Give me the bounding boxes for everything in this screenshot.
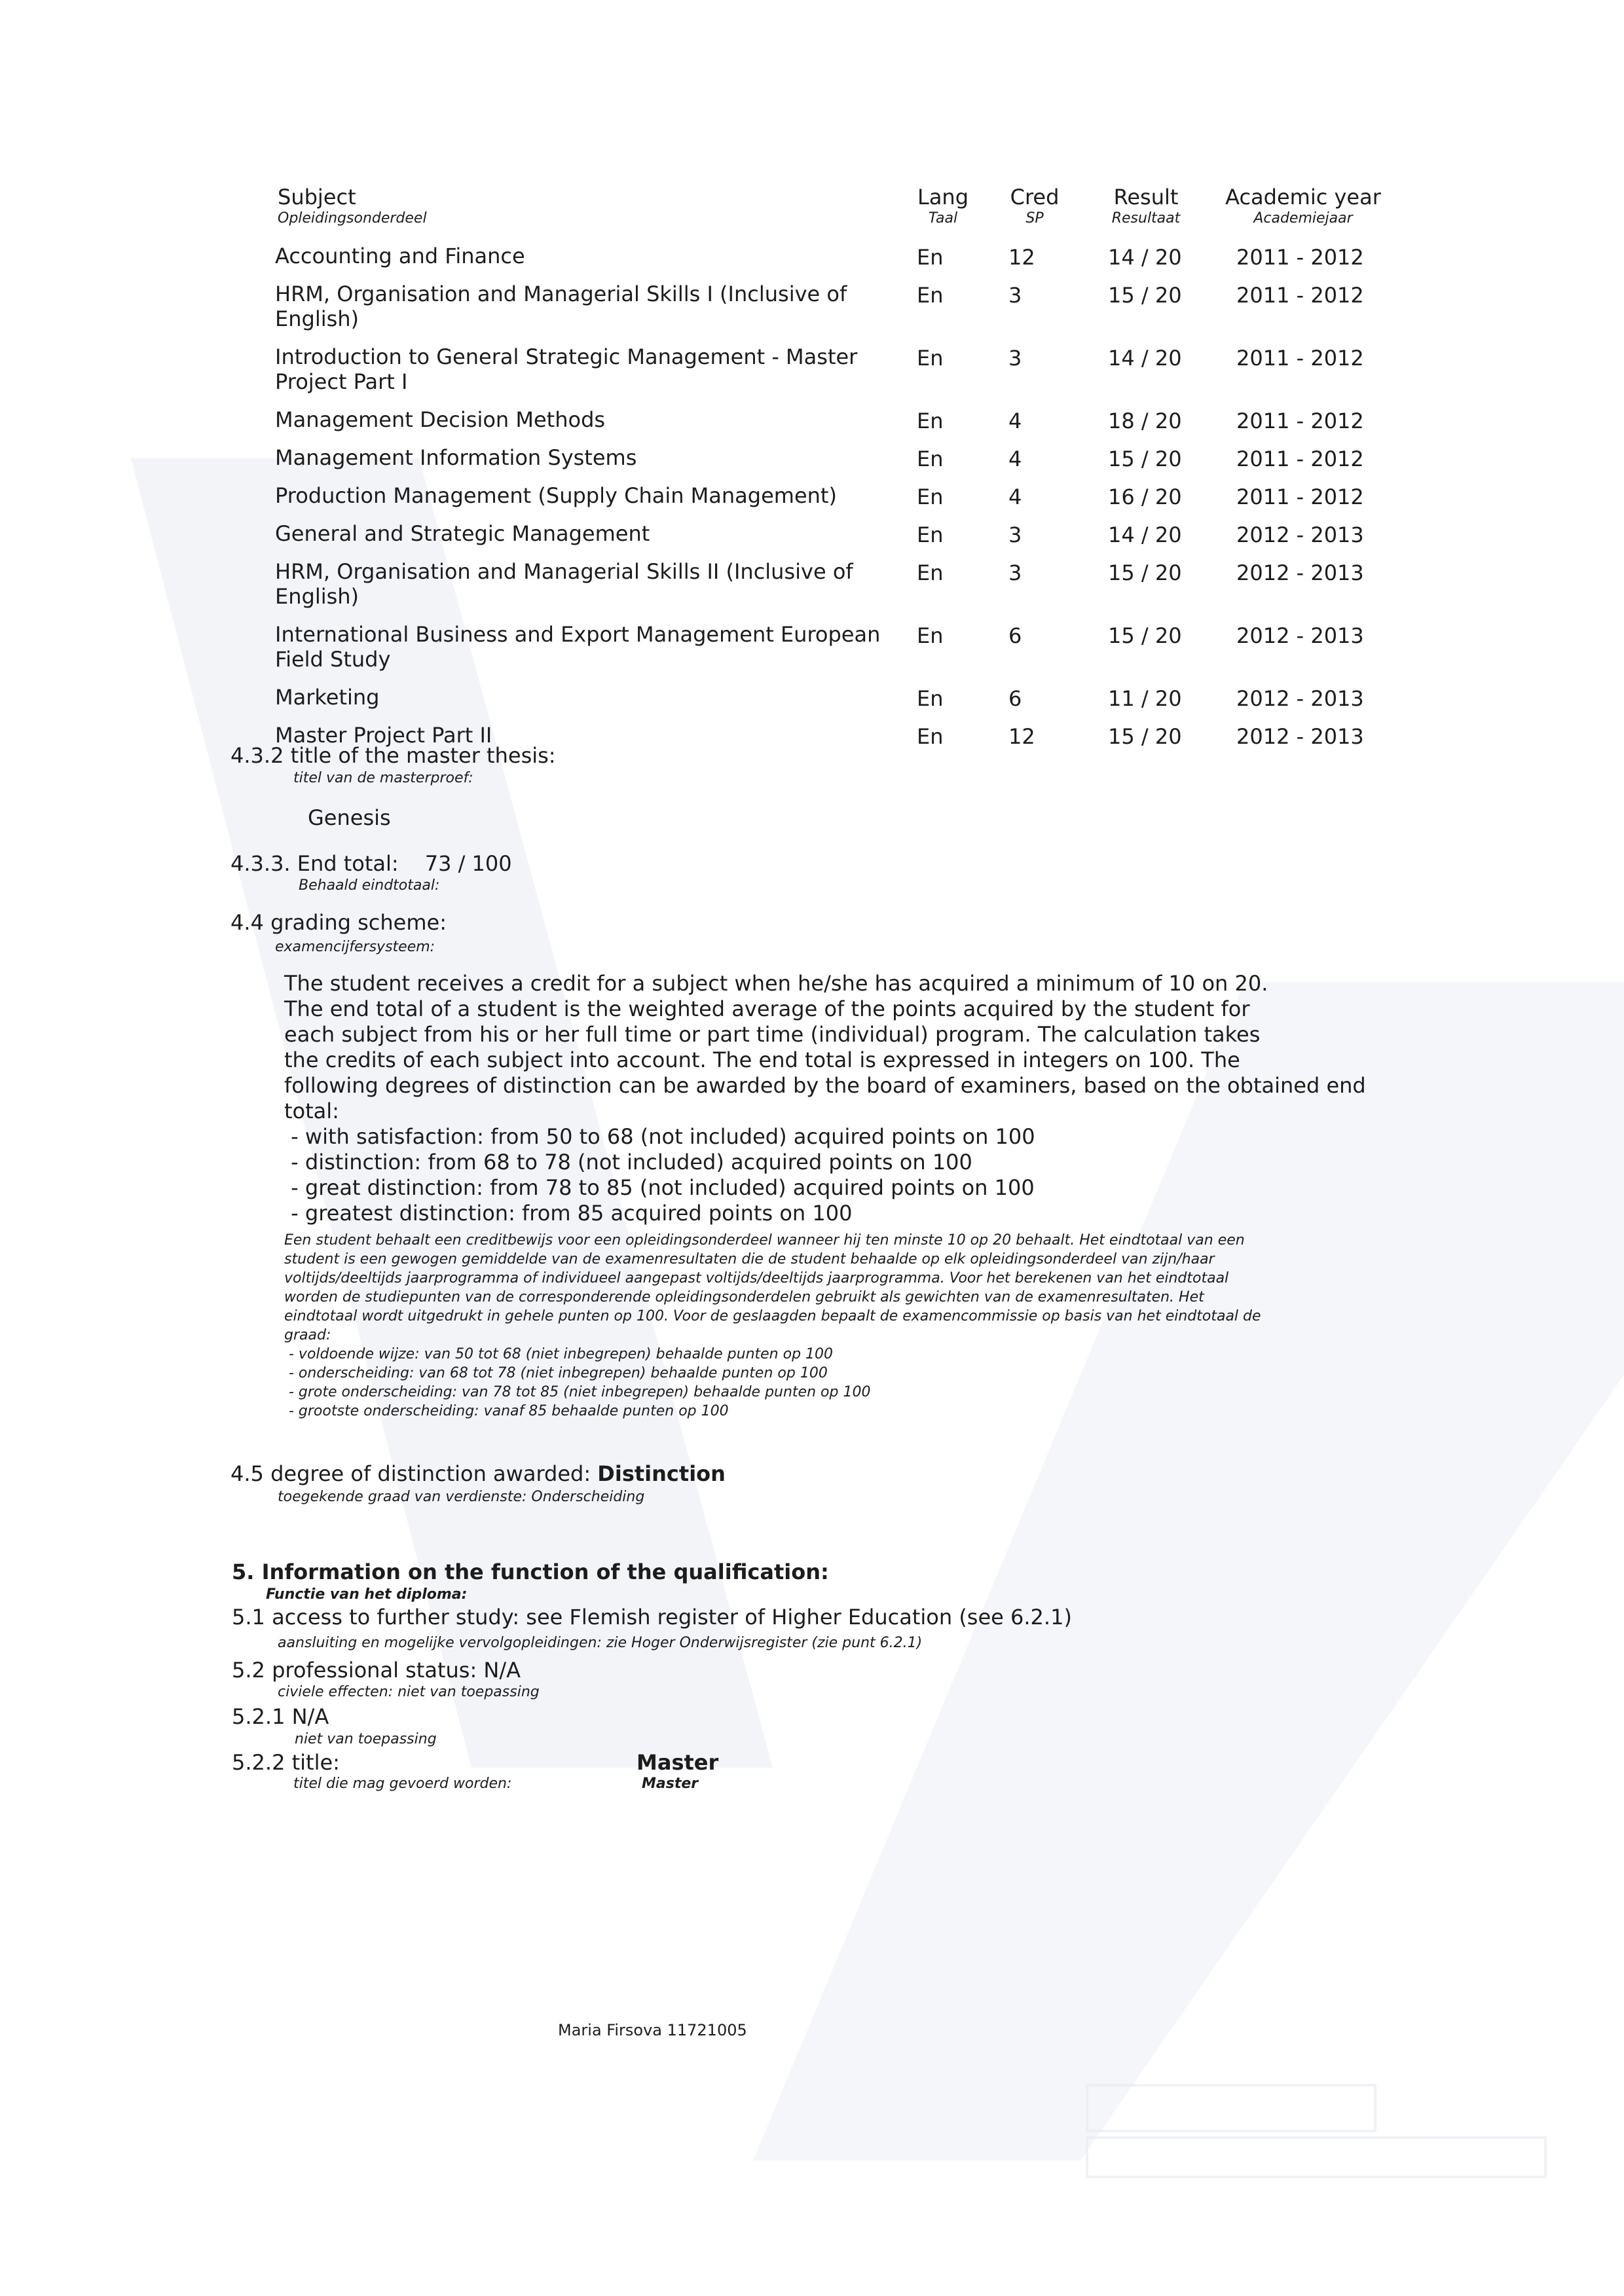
subject-year: 2012 - 2013 [1236, 686, 1364, 711]
subject-lang: En [917, 623, 944, 648]
grading-line-nl: worden de studiepunten van de corresponderende opleidingsonderdelen gebruikt als gewichten van de examenresultaten. Het [284, 1289, 1204, 1305]
access-further-study-nl: aansluiting en mogelijke vervolgopleidingen: zie Hoger Onderwijsregister (zie punt 6.2.1) [278, 1635, 923, 1651]
na-item-nl: niet van toepassing [295, 1731, 437, 1747]
subject-result: 15 / 20 [1108, 446, 1182, 471]
student-name-id: Maria Firsova 11721005 [558, 2021, 747, 2039]
subject-cred: 4 [1008, 446, 1022, 471]
grading-scheme-dutch [284, 1231, 1437, 1421]
header-result: Result Resultaat [1111, 185, 1181, 227]
grading-line: the credits of each subject into account. The end total is expressed in integers on 100. The [284, 1048, 1240, 1072]
subject-cred: 4 [1008, 484, 1022, 509]
subject-name: Production Management (Supply Chain Management) [275, 483, 837, 508]
subject-lang: En [917, 522, 944, 547]
distinction-level-item: - distinction: from 68 to 78 (not included) acquired points on 100 [284, 1150, 972, 1175]
grading-line: The end total of a student is the weighted average of the points acquired by the student for [284, 996, 1250, 1021]
end-total-value: 73 / 100 [424, 851, 512, 876]
distinction-level-item-nl: - voldoende wijze: van 50 tot 68 (niet inbegrepen) behaalde punten op 100 [284, 1346, 834, 1362]
title-value: Master [637, 1750, 719, 1775]
subject-name: General and Strategic Management [275, 521, 650, 546]
grading-line: The student receives a credit for a subject when he/she has acquired a minimum of 10 on 20. [284, 971, 1268, 996]
subject-name: Accounting and Finance [275, 244, 525, 268]
subject-name: HRM, Organisation and Managerial Skills I (Inclusive of English) [275, 282, 847, 331]
section-5-title: 5. Information on the function of the qualification: [232, 1559, 829, 1584]
subject-result: 11 / 20 [1108, 686, 1182, 711]
subject-cred: 3 [1008, 283, 1022, 308]
distinction-level-item: - greatest distinction: from 85 acquired points on 100 [284, 1201, 853, 1226]
subject-year: 2011 - 2012 [1236, 484, 1364, 509]
distinction-level-item: - with satisfaction: from 50 to 68 (not included) acquired points on 100 [284, 1124, 1035, 1149]
subject-name: Master Project Part II [275, 723, 492, 748]
subject-lang: En [917, 560, 944, 585]
table-row [0, 344, 1624, 394]
professional-status-nl: civiele effecten: niet van toepassing [278, 1684, 540, 1700]
subject-cred: 6 [1008, 686, 1022, 711]
section-5-title-nl: Functie van het diploma: [266, 1586, 468, 1603]
subject-lang: En [917, 446, 944, 471]
subject-cred: 4 [1008, 409, 1022, 433]
thesis-title: Genesis [308, 805, 391, 830]
subject-year: 2012 - 2013 [1236, 560, 1364, 585]
access-further-study: 5.1 access to further study: see Flemish register of Higher Education (see 6.2.1) [232, 1605, 1072, 1630]
grading-line: following degrees of distinction can be awarded by the board of examiners, based on the obtained end [284, 1073, 1366, 1098]
subject-cred: 3 [1008, 346, 1022, 371]
subject-lang: En [917, 484, 944, 509]
distinction-row [231, 1461, 726, 1486]
distinction-level-item-nl: - grote onderscheiding: van 78 tot 85 (niet inbegrepen) behaalde punten op 100 [284, 1384, 871, 1400]
grading-line-nl: Een student behaalt een creditbewijs voor een opleidingsonderdeel wanneer hij ten minste 10 op 20 behaalt. Het eindtotaal van een [284, 1232, 1245, 1248]
header-academic-year: Academic year Academiejaar [1225, 185, 1381, 227]
subject-name: HRM, Organisation and Managerial Skills II (Inclusive of English) [275, 559, 853, 609]
subject-name: International Business and Export Management European Field Study [275, 622, 881, 672]
title-label: 5.2.2 title: [232, 1750, 340, 1775]
subject-result: 14 / 20 [1108, 245, 1182, 270]
grading-label-nl: examencijfersysteem: [275, 939, 435, 955]
subject-name: Marketing [275, 685, 380, 710]
subject-cred: 3 [1008, 560, 1022, 585]
grading-line-nl: voltijds/deeltijds jaarprogramma of individueel aangepast voltijds/deeltijds jaarprogramma. Voor het berekenen van het eindtotaal [284, 1270, 1229, 1286]
distinction-level-item: - great distinction: from 78 to 85 (not included) acquired points on 100 [284, 1175, 1035, 1200]
subject-cred: 3 [1008, 522, 1022, 547]
subject-year: 2011 - 2012 [1236, 346, 1364, 371]
subject-lang: En [917, 686, 944, 711]
subject-result: 14 / 20 [1108, 346, 1182, 371]
subject-name: Management Information Systems [275, 445, 637, 470]
table-row [0, 445, 1624, 470]
table-row [0, 483, 1624, 508]
subject-result: 15 / 20 [1108, 724, 1182, 749]
grading-label: 4.4 grading scheme: [231, 910, 447, 935]
end-total-label-nl: Behaald eindtotaal: [299, 877, 440, 894]
subject-lang: En [917, 245, 944, 270]
header-subject: Subject Opleidingsonderdeel [278, 185, 427, 227]
subject-name: Management Decision Methods [275, 407, 606, 432]
subject-result: 16 / 20 [1108, 484, 1182, 509]
end-total-row [231, 851, 512, 876]
grading-scheme-english [284, 971, 1411, 1226]
distinction-level-item-nl: - grootste onderscheiding: vanaf 85 behaalde punten op 100 [284, 1403, 729, 1419]
end-total-label: 4.3.3. End total: [231, 851, 399, 876]
table-row [0, 282, 1624, 331]
subject-cred: 6 [1008, 623, 1022, 648]
subject-result: 14 / 20 [1108, 522, 1182, 547]
table-row [0, 622, 1624, 672]
table-row [0, 521, 1624, 546]
grading-line: each subject from his or her full time or part time (individual) program. The calculation takes [284, 1022, 1261, 1047]
subject-lang: En [917, 283, 944, 308]
subject-cred: 12 [1008, 724, 1035, 749]
subject-lang: En [917, 409, 944, 433]
subject-lang: En [917, 724, 944, 749]
subject-cred: 12 [1008, 245, 1035, 270]
table-row [0, 685, 1624, 710]
subject-result: 15 / 20 [1108, 623, 1182, 648]
na-item: 5.2.1 N/A [232, 1704, 329, 1729]
grading-line-nl: eindtotaal wordt uitgedrukt in gehele punten op 100. Voor de geslaagden bepaalt de examencommissie op basis van het eindtotaal de [284, 1308, 1261, 1324]
subject-name: Introduction to General Strategic Management - Master Project Part I [275, 344, 858, 394]
subject-table-body [0, 244, 1624, 761]
grading-line-nl: student is een gewogen gemiddelde van de examenresultaten die de student behaalde op elk opleidingsonderdeel van zijn/haar [284, 1251, 1215, 1267]
header-lang: Lang Taal [917, 185, 969, 227]
professional-status: 5.2 professional status: N/A [232, 1658, 521, 1683]
subject-year: 2011 - 2012 [1236, 446, 1364, 471]
subject-year: 2011 - 2012 [1236, 283, 1364, 308]
grading-line-nl: graad: [284, 1327, 331, 1343]
distinction-label-nl: toegekende graad van verdienste: Onderscheiding [278, 1489, 645, 1505]
subject-result: 18 / 20 [1108, 409, 1182, 433]
thesis-label: 4.3.2 title of the master thesis: [231, 743, 556, 768]
table-row [0, 244, 1624, 268]
table-row [0, 559, 1624, 609]
grading-line: total: [284, 1099, 339, 1123]
subject-lang: En [917, 346, 944, 371]
thesis-label-nl: titel van de masterproef: [293, 770, 473, 786]
subject-year: 2012 - 2013 [1236, 522, 1364, 547]
subject-year: 2012 - 2013 [1236, 623, 1364, 648]
subject-year: 2011 - 2012 [1236, 245, 1364, 270]
title-label-nl: titel die mag gevoerd worden: [293, 1776, 512, 1792]
subject-year: 2011 - 2012 [1236, 409, 1364, 433]
distinction-level-item-nl: - onderscheiding: van 68 tot 78 (niet inbegrepen) behaalde punten op 100 [284, 1365, 828, 1381]
distinction-value: Distinction [597, 1461, 726, 1486]
subject-result: 15 / 20 [1108, 283, 1182, 308]
subject-result: 15 / 20 [1108, 560, 1182, 585]
table-row [0, 407, 1624, 432]
subject-year: 2012 - 2013 [1236, 724, 1364, 749]
header-cred: Cred SP [1010, 185, 1060, 227]
title-value-nl: Master [642, 1776, 699, 1792]
distinction-label: 4.5 degree of distinction awarded: [231, 1461, 591, 1486]
